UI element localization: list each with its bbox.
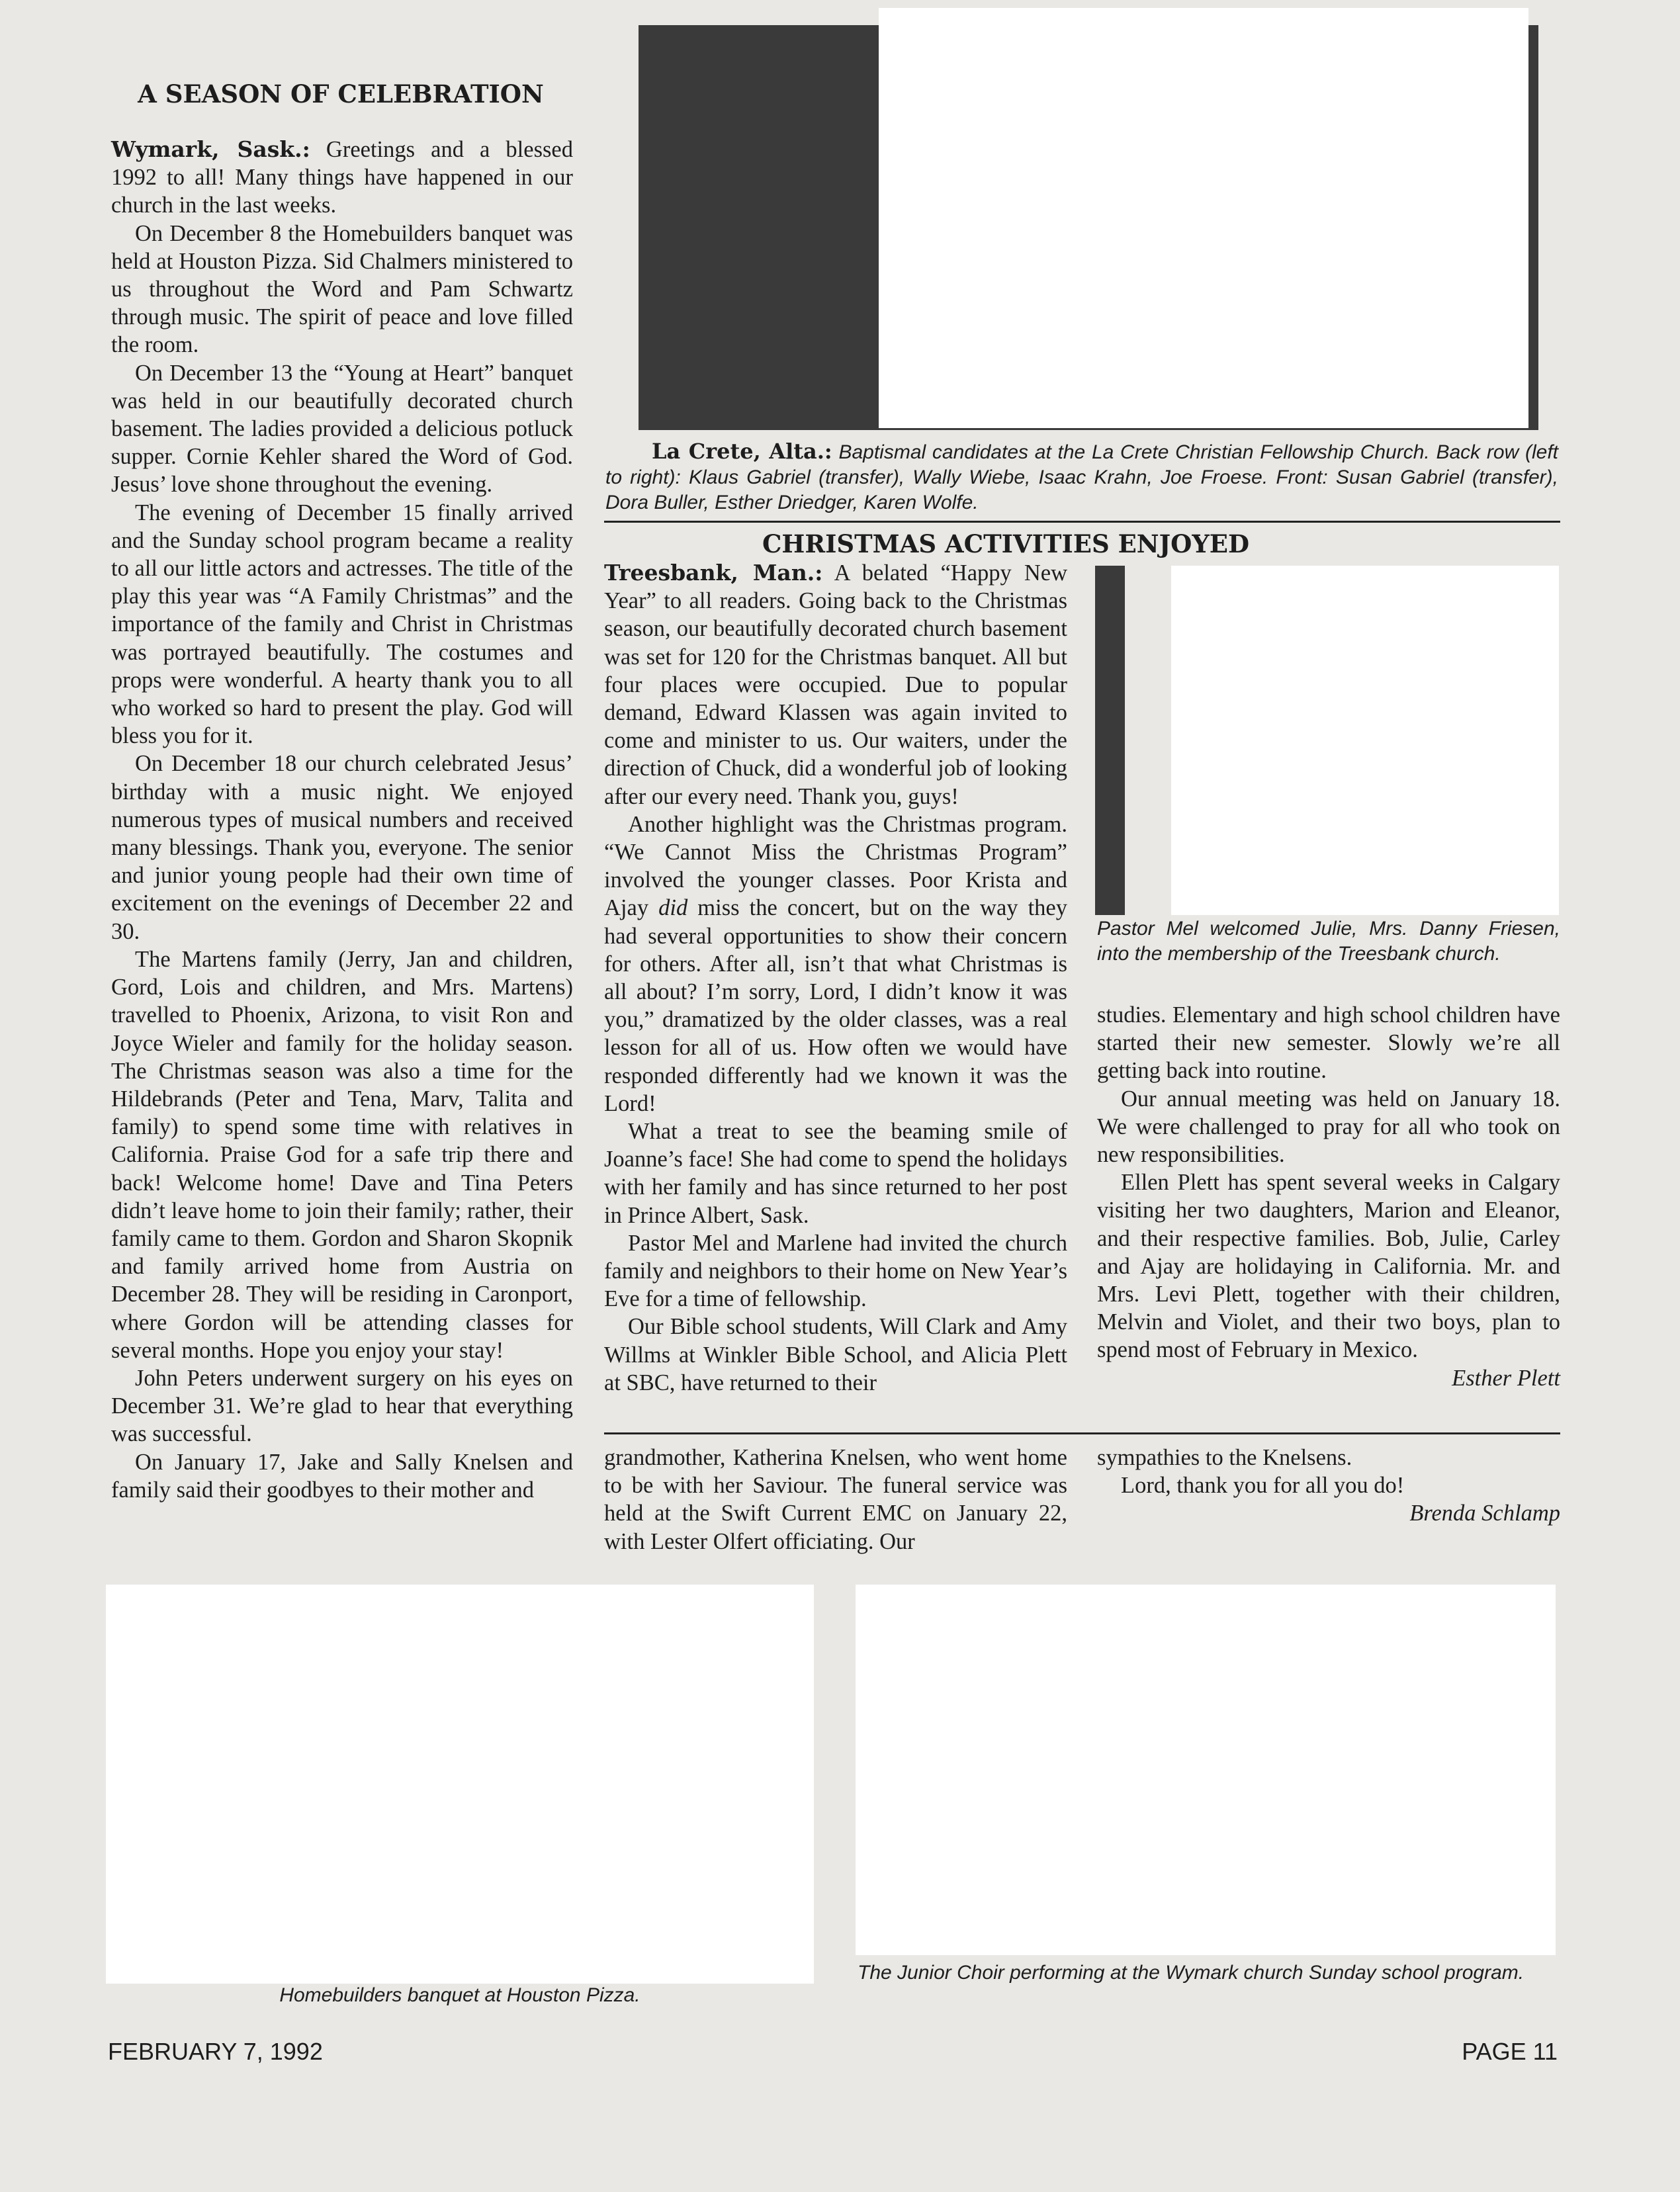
christmas-paragraph-emphasis: did: [658, 895, 688, 921]
treesbank-photo-frame: [1095, 566, 1125, 915]
christmas-paragraph: [604, 811, 1067, 1118]
christmas-signature: Esther Plett: [1452, 1365, 1560, 1391]
season-paragraph: On December 8 the Homebuilders banquet was held at Houston Pizza. Sid Chalmers ministered to us throughout the Word and Pam Schwartz through music. The spirit of peace and love filled the room.: [111, 220, 573, 358]
christmas-location: Treesbank, Man.:: [604, 560, 823, 586]
season-heading: A SEASON OF CELEBRATION: [138, 79, 544, 109]
treesbank-photo: [1171, 566, 1559, 915]
footer-page-number: PAGE 11: [1462, 2038, 1558, 2065]
christmas-paragraph: Our annual meeting was held on January 18. We were challenged to pray for all who took on new responsibilities.: [1097, 1086, 1560, 1168]
junior-choir-photo: [856, 1585, 1556, 1955]
christmas-column: [604, 559, 1067, 1397]
christmas-paragraph: Pastor Mel and Marlene had invited the church family and neighbors to their home on New Year’s Eve for a time of fellowship.: [604, 1230, 1067, 1312]
la-crete-caption-text: Baptismal candidates at the La Crete Christian Fellowship Church. Back row (left to right): Klaus Gabriel (transfer), Wally Wiebe, Isaac Krahn, Joe Froese. Front: Susan Gabriel (transfer), Dora Buller, Esther Driedger, Karen Wolfe.: [605, 441, 1558, 513]
season-paragraph: On December 13 the “Young at Heart” banquet was held in our beautifully decorated church basement. The ladies provided a delicious potluck supper. Cornie Kehler shared the Word of God. Jesus’ love shone throughout the evening.: [111, 360, 573, 498]
christmas-paragraph: Our Bible school students, Will Clark and Amy Willms at Winkler Bible School, and Alicia Plett at SBC, have returned to their: [604, 1314, 1067, 1395]
season-continued-middle: [604, 1444, 1067, 1556]
footer-date: FEBRUARY 7, 1992: [108, 2038, 323, 2065]
christmas-heading: CHRISTMAS ACTIVITIES ENJOYED: [762, 529, 1250, 558]
homebuilders-photo: [106, 1585, 814, 1984]
season-paragraph: The evening of December 15 finally arrived and the Sunday school program became a reality to all our little actors and actresses. The title of the play this year was “A Family Christmas” and the importance of the family and Christ in Christmas was portrayed beautifully. The costumes and props were wonderful. A hearty thank you to all who worked so hard to present the play. God will bless you for it.: [111, 500, 573, 749]
season-paragraph: On January 17, Jake and Sally Knelsen and family said their goodbyes to their mother and: [111, 1449, 573, 1503]
christmas-paragraph-part: miss the concert, but on the way they had several opportunities to show their concern for others. After all, isn’t that what Christmas is all about? I’m sorry, Lord, I didn’t know it was you,” dramatized by the older classes, was a real lesson for all of us. How often we would have responded differently had we known it was the Lord!: [604, 895, 1067, 1116]
divider-bottom: [604, 1432, 1560, 1434]
season-continued-right: [1097, 1444, 1560, 1528]
season-lead: Greetings and a blessed 1992 to all! Many things have happened in our church in the last weeks.: [111, 137, 573, 218]
la-crete-location: La Crete, Alta.:: [652, 439, 832, 464]
season-column: [111, 136, 573, 1504]
homebuilders-caption: Homebuilders banquet at Houston Pizza.: [279, 1984, 641, 2006]
season-lead-paragraph: [111, 136, 573, 220]
season-paragraph: grandmother, Katherina Knelsen, who went home to be with her Saviour. The funeral service was held at the Swift Current EMC on January 22, with Lester Olfert officiating. Our: [604, 1445, 1067, 1554]
season-paragraph: Lord, thank you for all you do!: [1121, 1473, 1405, 1499]
christmas-lead-paragraph: [604, 559, 1067, 811]
season-paragraph: The Martens family (Jerry, Jan and children, Gord, Lois and children, and Mrs. Martens) travelled to Phoenix, Arizona, to visit Ron and Joyce Wieler and family for the holiday season. The Christmas season was also a time for the Hildebrands (Peter and Tena, Marv, Talita and family) to spend some time with relatives in California. Praise God for a safe trip there and back! Welcome home! Dave and Tina Peters didn’t leave home to join their family; rather, their family came to them. Gordon and Sharon Skopnik and family arrived home from Austria on December 28. They will be residing in Caronport, where Gordon will be attending classes for several months. Hope you enjoy your stay!: [111, 946, 573, 1363]
divider-top: [604, 521, 1560, 523]
la-crete-caption: [605, 439, 1558, 515]
christmas-right-column: [1097, 1001, 1560, 1392]
season-paragraph: On December 18 our church celebrated Jesus’ birthday with a music night. We enjoyed numerous types of musical numbers and received many blessings. Thank you, everyone. The senior and junior young people had their own time of excitement on the evenings of December 22 and 30.: [111, 751, 573, 944]
season-signature: Brenda Schlamp: [1409, 1501, 1560, 1526]
la-crete-photo: [879, 8, 1528, 428]
christmas-lead: A belated “Happy New Year” to all readers. Going back to the Christmas season, our beautifully decorated church basement was set for 120 for the Christmas banquet. All but four places were occupied. Due to popular demand, Edward Klassen was again invited to come and minister to us. Our waiters, under the direction of Chuck, did a wonderful job of looking after our every need. Thank you, guys!: [604, 560, 1067, 809]
christmas-paragraph: What a treat to see the beaming smile of Joanne’s face! She had come to spend the holidays with her family and has since returned to her post in Prince Albert, Sask.: [604, 1119, 1067, 1228]
season-paragraph: sympathies to the Knelsens.: [1097, 1445, 1352, 1470]
christmas-paragraph: studies. Elementary and high school children have started their new semester. Slowly we’re all getting back into routine.: [1097, 1002, 1560, 1084]
christmas-paragraph-part: Another highlight was the Christmas program. “We Cannot Miss the Christmas Program” involved the younger classes. Poor Krista and Ajay: [604, 811, 1067, 921]
season-paragraph: John Peters underwent surgery on his eyes on December 31. We’re glad to hear that everything was successful.: [111, 1365, 573, 1447]
treesbank-caption: Pastor Mel welcomed Julie, Mrs. Danny Friesen, into the membership of the Treesbank church.: [1097, 918, 1560, 965]
junior-choir-caption: The Junior Choir performing at the Wymark church Sunday school program.: [858, 1962, 1525, 1984]
season-location: Wymark, Sask.:: [111, 136, 310, 162]
christmas-paragraph: Ellen Plett has spent several weeks in Calgary visiting her two daughters, Marion and Eleanor, and their respective families. Bob, Julie, Carley and Ajay are holidaying in California. Mr. and Mrs. Levi Plett, together with their children, Melvin and Violet, and their two boys, plan to spend most of February in Mexico.: [1097, 1170, 1560, 1363]
